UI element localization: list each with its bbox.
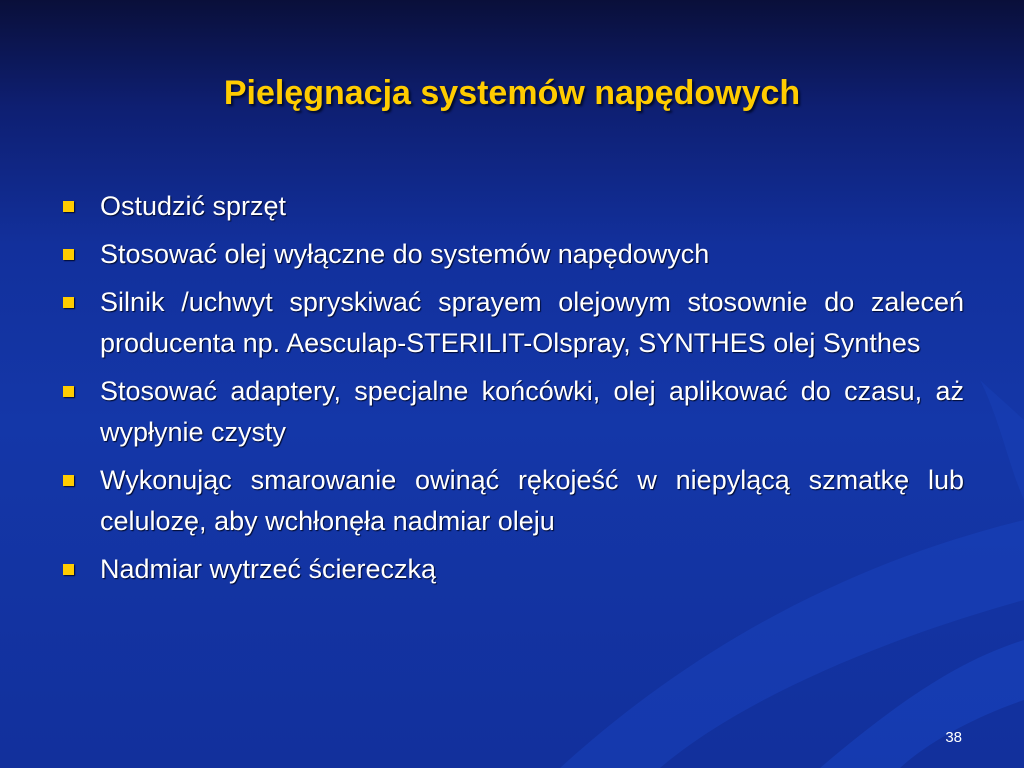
slide-page-number: 38	[945, 729, 962, 746]
bullet-item	[56, 234, 964, 275]
bullet-text: Wykonując smarowanie owinąć rękojeść w niepylącą szmatkę lub celulozę, aby wchłonęła nadmiar oleju	[100, 465, 964, 536]
square-bullet-icon	[63, 475, 74, 486]
bullet-text: Stosować olej wyłączne do systemów napędowych	[100, 239, 710, 269]
bullet-text: Ostudzić sprzęt	[100, 191, 287, 221]
bullet-text: Stosować adaptery, specjalne końcówki, olej aplikować do czasu, aż wypłynie czysty	[100, 376, 964, 447]
square-bullet-icon	[63, 297, 74, 308]
slide-title: Pielęgnacja systemów napędowych	[223, 74, 801, 112]
square-bullet-icon	[63, 386, 74, 397]
bullet-item	[56, 549, 964, 590]
bullet-item	[56, 460, 964, 542]
square-bullet-icon	[63, 564, 74, 575]
square-bullet-icon	[63, 201, 74, 212]
bullet-text: Silnik /uchwyt spryskiwać sprayem olejowym stosownie do zaleceń producenta np. Aesculap-STERILIT-Olspray, SYNTHES olej Synthes	[100, 287, 964, 358]
bullet-text: Nadmiar wytrzeć ściereczką	[100, 554, 437, 584]
bullet-item	[56, 371, 964, 453]
square-bullet-icon	[63, 249, 74, 260]
bullet-item	[56, 282, 964, 364]
bullet-list	[56, 186, 964, 597]
bullet-item	[56, 186, 964, 227]
